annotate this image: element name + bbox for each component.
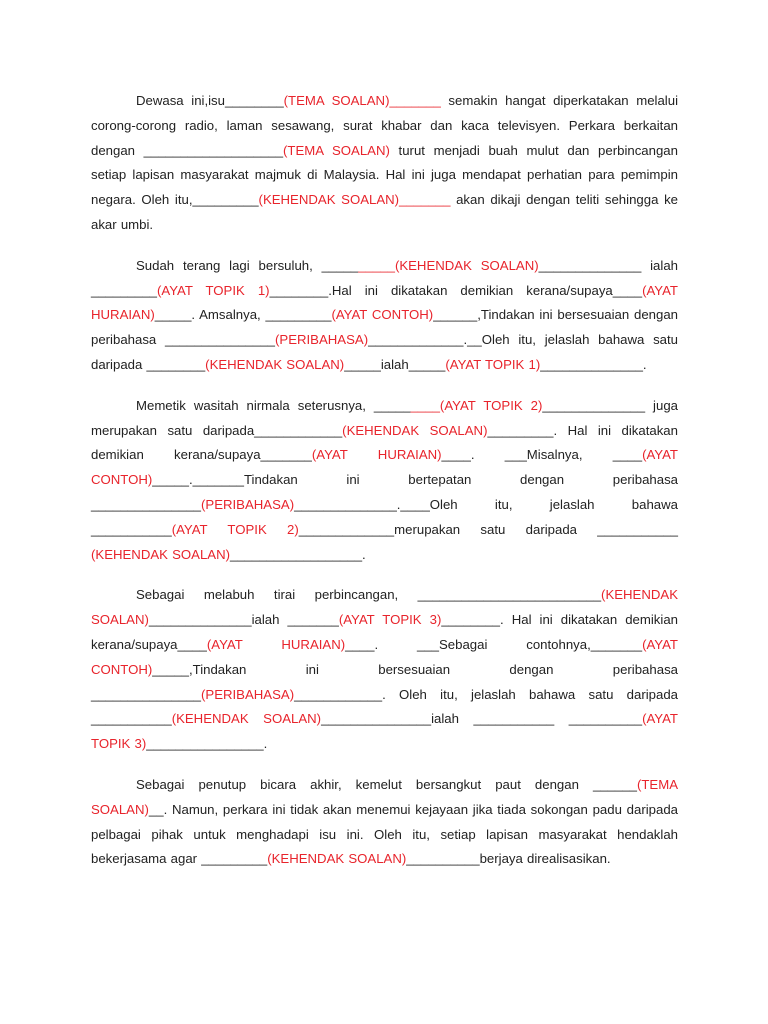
placeholder-prompt: (KEHENDAK SOALAN) — [267, 851, 407, 867]
paragraph-body-1 — [91, 254, 683, 378]
template-text: ________. Hal ini dikatakan demikian kerana/supaya____ — [91, 612, 683, 652]
template-text: ________.Hal ini dikatakan demikian kerana/supaya____ — [269, 282, 643, 298]
placeholder-prompt: (AYAT TOPIK 1) — [445, 356, 541, 372]
template-text: Sebagai penutup bicara akhir, kemelut bersangkut paut dengan ______ — [136, 776, 637, 792]
template-text: Sudah terang lagi bersuluh, _____ — [136, 257, 359, 273]
template-text: _____ialah_____ — [344, 356, 446, 372]
template-text: _____. Amsalnya, _________ — [154, 307, 332, 323]
placeholder-prompt: (TEMA SOALAN) — [91, 776, 683, 817]
placeholder-prompt: (TEMA SOALAN)_______ — [283, 93, 441, 108]
template-text: ______________ ialah _________ — [91, 257, 683, 298]
placeholder-prompt: (KEHENDAK SOALAN) — [342, 422, 488, 438]
placeholder-prompt: (PERIBAHASA) — [201, 496, 295, 512]
template-text: turut menjadi buah mulut dan perbincangan setiap lapisan masyarakat majmuk di Malaysia. Hal ini juga mendapat perhatian para pemimpin negara. Oleh itu,_________ — [91, 142, 683, 208]
placeholder-prompt: (PERIBAHASA) — [201, 686, 295, 702]
placeholder-prompt: (KEHENDAK SOALAN) — [171, 711, 322, 727]
template-text: _____________merupakan satu daripada ___________ — [298, 521, 683, 537]
template-text: _____,Tindakan ini bersesuaian dengan peribahasa _______________ — [91, 661, 683, 702]
template-text: Sebagai melabuh tirai perbincangan, _________________________ — [136, 587, 602, 603]
template-text: _________. Hal ini dikatakan demikian kerana/supaya_______ — [91, 422, 683, 463]
paragraph-conclusion — [91, 773, 683, 872]
placeholder-prompt: (KEHENDAK SOALAN) — [91, 587, 683, 628]
placeholder-prompt: (AYAT CONTOH) — [331, 307, 434, 323]
template-text: semakin hangat diperkatakan melalui corong-corong radio, laman sesawang, surat khabar dan kaca televisyen. Perkara berkaitan dengan ___________________ — [91, 93, 683, 158]
template-text: ________________. — [146, 736, 268, 752]
template-text: ______________.____Oleh itu, jelaslah bahawa ___________ — [91, 496, 683, 537]
essay-template-page — [91, 89, 683, 888]
placeholder-prompt: (AYAT TOPIK 2) — [171, 521, 299, 537]
placeholder-prompt: (AYAT HURAIAN) — [91, 282, 683, 323]
placeholder-prompt: _____(KEHENDAK SOALAN) — [358, 257, 539, 273]
template-text: Dewasa ini,isu________ — [136, 93, 284, 108]
template-text: ____. ___Sebagai contohnya,_______ — [345, 636, 643, 652]
template-text: __________________. — [230, 546, 366, 562]
placeholder-prompt: (TEMA SOALAN) — [283, 142, 390, 158]
template-text: _______________ialah ___________ __________ — [321, 711, 643, 727]
placeholder-prompt: (AYAT HURAIAN) — [311, 447, 442, 463]
placeholder-prompt: (AYAT TOPIK 3) — [338, 612, 442, 628]
template-text: ____. ___Misalnya, ____ — [441, 447, 643, 463]
placeholder-prompt: (AYAT CONTOH) — [91, 636, 683, 677]
paragraph-introduction — [91, 89, 683, 238]
template-text: akan dikaji dengan teliti sehingga ke akar umbi. — [91, 192, 683, 232]
template-text: __. Namun, perkara ini tidak akan menemui kejayaan jika tiada sokongan padu daripada pelbagai pihak untuk menghadapi isu ini. Oleh itu, setiap lapisan masyarakat hendaklah bekerjasama agar _________ — [91, 801, 683, 867]
template-text: ______,Tindakan ini bersesuaian dengan peribahasa _______________ — [91, 307, 683, 348]
paragraph-body-2 — [91, 394, 683, 568]
template-text: Memetik wasitah nirmala seterusnya, _____ — [136, 397, 411, 413]
placeholder-prompt: (AYAT TOPIK 1) — [157, 282, 270, 298]
placeholder-prompt: (KEHENDAK SOALAN)_______ — [258, 192, 451, 208]
template-text: ______________. — [540, 356, 647, 372]
template-text: ______________ialah _______ — [148, 612, 339, 628]
template-text: __________berjaya direalisasikan. — [406, 851, 611, 867]
placeholder-prompt: (AYAT TOPIK 3) — [91, 711, 682, 752]
placeholder-prompt: ____(AYAT TOPIK 2) — [410, 397, 543, 413]
placeholder-prompt: (KEHENDAK SOALAN) — [91, 546, 231, 562]
placeholder-prompt: (KEHENDAK SOALAN) — [205, 356, 345, 372]
template-text: ______________ juga merupakan satu daripada____________ — [91, 397, 683, 438]
template-text: _____._______Tindakan ini bertepatan dengan peribahasa _______________ — [91, 472, 683, 512]
template-text: _____________.__Oleh itu, jelaslah bahawa satu daripada ________ — [91, 332, 683, 372]
placeholder-prompt: (PERIBAHASA) — [275, 332, 369, 348]
placeholder-prompt: (AYAT HURAIAN) — [206, 636, 346, 652]
template-text: ____________. Oleh itu, jelaslah bahawa satu daripada ___________ — [91, 686, 683, 727]
paragraph-body-3 — [91, 583, 683, 757]
placeholder-prompt: (AYAT CONTOH) — [91, 447, 683, 488]
